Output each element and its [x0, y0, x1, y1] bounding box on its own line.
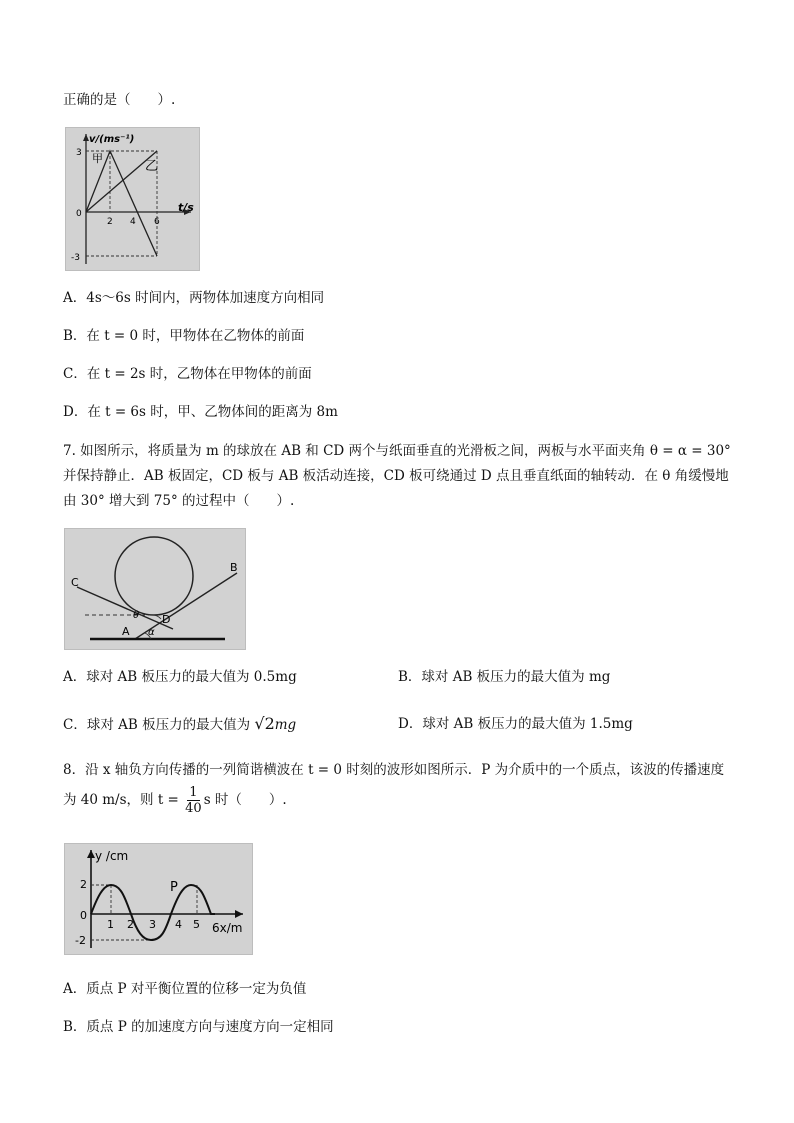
q7-option-c-prefix: C．球对 AB 板压力的最大值为 [63, 717, 255, 733]
q8-xtick-2: 2 [127, 918, 134, 931]
q7-label-c: C [71, 576, 79, 589]
q7-label-d: D [162, 613, 171, 626]
q6-xtick-2: 2 [107, 217, 113, 227]
q8-y-label: y /cm [95, 849, 129, 863]
q8-stem-line1: 8．沿 x 轴负方向传播的一列简谐横波在 t = 0 时刻的波形如图所示．P 为介质中的一个质点，该波的传播速度 [63, 762, 725, 778]
q8-x-label: 6x/m [212, 921, 243, 935]
q8-y-arrow [87, 850, 95, 858]
q8-fraction-num: 1 [189, 785, 198, 800]
q8-stem-line2 [63, 785, 287, 816]
q6-option-d: D．在 t = 6s 时，甲、乙物体间的距离为 8m [63, 404, 338, 420]
q6-stem-tail: 正确的是（ ）. [63, 92, 176, 108]
q6-y-label: v/(ms⁻¹) [89, 134, 135, 145]
q6-vt-graph-svg [66, 128, 199, 270]
q6-xtick-6: 6 [154, 217, 160, 227]
q6-label-jia: 甲 [92, 152, 103, 165]
q8-wave-graph [64, 843, 253, 955]
q6-option-b: B．在 t = 0 时，甲物体在乙物体的前面 [63, 328, 305, 344]
q6-ytick-0: 0 [76, 209, 82, 219]
q6-label-yi: 乙 [145, 159, 159, 174]
q7-ball-plates-figure [64, 528, 246, 650]
q8-waveform [91, 885, 215, 940]
q8-label-p: P [170, 880, 178, 895]
q6-xtick-4: 4 [130, 217, 136, 227]
q8-xtick-1: 1 [107, 918, 114, 931]
q7-option-d: D．球对 AB 板压力的最大值为 1.5mg [398, 716, 633, 732]
q6-vt-graph [65, 127, 200, 271]
q7-option-c-suffix: mg [274, 717, 297, 733]
q6-ytick-3: 3 [76, 148, 82, 158]
q7-plate-cd [77, 587, 173, 629]
q8-xtick-4: 4 [175, 918, 182, 931]
q6-ytick-neg3: -3 [71, 253, 80, 263]
q7-label-b: B [230, 561, 238, 574]
q8-fraction [185, 785, 202, 816]
q7-option-b: B．球对 AB 板压力的最大值为 mg [398, 669, 611, 685]
q6-option-c: C．在 t = 2s 时，乙物体在甲物体的前面 [63, 366, 312, 382]
q8-stem-line2-prefix: 为 40 m/s，则 t = [63, 792, 184, 808]
q7-stem-line3: 由 30° 增大到 75° 的过程中（ ）. [63, 493, 295, 509]
q7-ball [115, 537, 193, 615]
q8-stem-line2-suffix: s 时（ ）. [203, 792, 287, 808]
q7-figure-svg [65, 529, 245, 649]
q8-ytick-0: 0 [80, 909, 87, 922]
q7-label-theta: θ [133, 610, 140, 621]
q8-xtick-3: 3 [149, 918, 156, 931]
q8-option-a: A．质点 P 对平衡位置的位移一定为负值 [63, 981, 307, 997]
q8-ytick-2: 2 [80, 878, 87, 891]
q7-option-c-radical: √2 [254, 714, 275, 733]
q7-option-c [63, 715, 296, 734]
q8-wave-svg [65, 844, 252, 954]
q8-xtick-5: 5 [193, 918, 200, 931]
q7-stem-line2: 并保持静止．AB 板固定，CD 板与 AB 板活动连接，CD 板可绕通过 D 点且垂直纸面的轴转动．在 θ 角缓慢地 [63, 468, 729, 484]
q8-x-arrow [235, 910, 243, 918]
q7-option-a: A．球对 AB 板压力的最大值为 0.5mg [63, 669, 297, 685]
q8-ytick-neg2: -2 [75, 934, 86, 947]
q7-stem-line1: 7. 如图所示，将质量为 m 的球放在 AB 和 CD 两个与纸面垂直的光滑板之间，两板与水平面夹角 θ = α = 30° [63, 443, 731, 459]
q7-label-a: A [122, 625, 130, 638]
q8-fraction-den: 40 [185, 801, 202, 816]
q8-option-b: B．质点 P 的加速度方向与速度方向一定相同 [63, 1019, 334, 1035]
q7-label-alpha: α [148, 627, 155, 638]
q6-option-a: A．4s～6s 时间内，两物体加速度方向相同 [63, 290, 325, 306]
q6-x-label: t/s [178, 201, 194, 214]
